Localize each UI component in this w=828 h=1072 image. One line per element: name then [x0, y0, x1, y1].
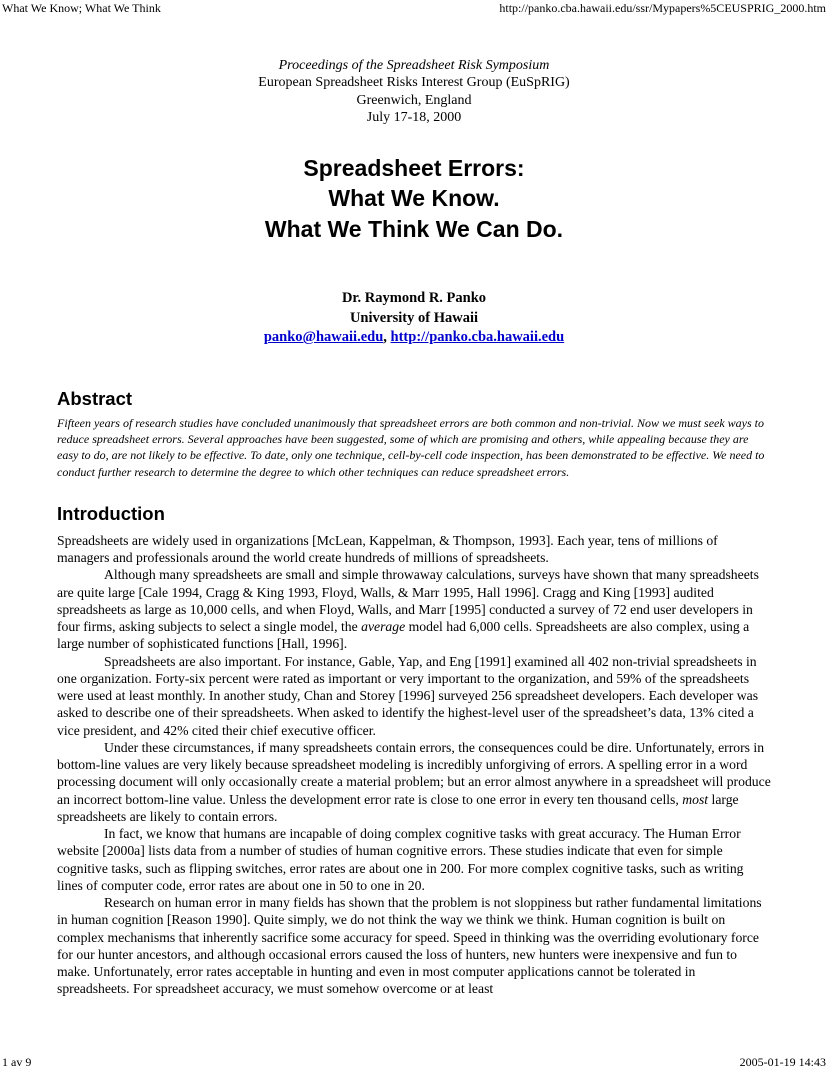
paragraph-2-text-b: model had 6,000 cells. Spreadsheets are also complex, using a large number of sophisticated functions [Hall, 1996].: [57, 619, 750, 652]
author-block: [57, 289, 771, 348]
paragraph-1: Spreadsheets are widely used in organizations [McLean, Kappelman, & Thompson, 1993]. Each year, tens of millions of managers and professionals around the world create hundreds of millions of spreadsheets.: [57, 532, 718, 566]
paragraph-5: In fact, we know that humans are incapable of doing complex cognitive tasks with great accuracy. The Human Error website [2000a] lists data from a number of studies of human cognitive errors. These studies indicate that even for simple cognitive tasks, such as flipping switches, error rates are about one in 200. For more complex cognitive tasks, such as writing lines of computer code, error rates are about one in 50 to one in 20.: [57, 826, 744, 893]
paper-title-line-2: What We Know.: [328, 185, 500, 212]
author-link-separator: ,: [383, 329, 387, 346]
proceedings-dates: July 17-18, 2000: [366, 110, 462, 126]
paragraph-4: [57, 739, 771, 825]
paragraph-4-text-a: Under these circumstances, if many spreadsheets contain errors, the consequences could be dire. Unfortunately, errors in bottom-line values are very likely because spreadsheet modeling is incredibly unforgiving of errors. A spelling error in a word processing document will only occasionally create a material problem; but an error almost anywhere in a spreadsheet will produce an incorrect bottom-line value. Unless the development error rate is close to one error in every ten thousand cells,: [57, 739, 771, 807]
abstract-text: Fifteen years of research studies have concluded unanimously that spreadsheet errors are both common and non-trivial. Now we must seek ways to reduce spreadsheet errors. Several approaches have been suggested, some of which are promising and others, while appealing because they are easy to do, are not likely to be effective. To date, only one technique, cell-by-cell code inspection, has been demonstrated to be effective. We need to conduct further research to determine the degree to which other techniques can reduce spreadsheet errors.: [57, 415, 765, 479]
author-links: [57, 328, 771, 348]
author-website-link[interactable]: http://panko.cba.hawaii.edu: [390, 329, 565, 346]
document-content: [57, 57, 771, 998]
paper-title-line-3: What We Think We Can Do.: [264, 215, 564, 242]
paper-title-line-1: Spreadsheet Errors:: [303, 154, 525, 181]
proceedings-block: [57, 57, 771, 127]
proceedings-organization: European Spreadsheet Risks Interest Group (EuSpRIG): [258, 75, 570, 91]
proceedings-name: Proceedings of the Spreadsheet Risk Symposium: [278, 58, 550, 73]
paragraph-2: [57, 566, 771, 652]
paper-title: [57, 153, 771, 245]
browser-print-timestamp: 2005-01-19 14:43: [739, 1055, 826, 1069]
paragraph-3: Spreadsheets are also important. For instance, Gable, Yap, and Eng [1991] examined all 402 non-trivial spreadsheets in one organization. Forty-six percent were rated as important or very important to the organization, and 59% of the spreadsheets were used at least monthly. In another study, Chan and Storey [1996] surveyed 256 spreadsheet developers. Each developer was asked to describe one of their spreadsheets. When asked to identify the highest-level user of the spreadsheet’s data, 13% cited a vice president, and 42% cited their chief executive officer.: [57, 653, 759, 738]
author-name: Dr. Raymond R. Panko: [341, 290, 487, 307]
author-affiliation: University of Hawaii: [349, 309, 479, 326]
abstract-heading: Abstract: [57, 387, 133, 409]
paragraph-2-emphasis: average: [361, 619, 406, 635]
browser-page-title: What We Know; What We Think: [2, 1, 161, 15]
paragraph-2-text-a: Although many spreadsheets are small and simple throwaway calculations, surveys have shown that many spreadsheets are quite large [Cale 1994, Cragg & King 1993, Floyd, Walls, & Marr 1995, Hall 1996]. Cragg and King [1993] audited spreadsheets as large as 10,000 cells, and when Floyd, Walls, and Marr [1995] conducted a survey of 72 end user developers in four firms, asking subjects to select a single model, the: [57, 567, 759, 635]
paragraph-4-emphasis: most: [682, 791, 709, 807]
author-email-link[interactable]: panko@hawaii.edu: [263, 329, 384, 346]
browser-url: http://panko.cba.hawaii.edu/ssr/Mypapers%5CEUSPRIG_2000.htm: [499, 1, 826, 15]
introduction-body: [57, 532, 771, 998]
paragraph-6: Research on human error in many fields has shown that the problem is not sloppiness but rather fundamental limitations in human cognition [Reason 1990]. Quite simply, we do not think the way we think we think. Human cognition is built on complex mechanisms that inherently sacrifice some accuracy for speed. Speed in thinking was the overriding evolutionary force for our hunter ancestors, and although occasional errors caused the loss of hunters, new hunters were inexpensive and fun to make. Unfortunately, error rates acceptable in hunting and even in most computer applications cannot be tolerated in spreadsheets. For spreadsheet accuracy, we must somehow overcome or at least: [57, 895, 762, 997]
browser-page-number: 1 av 9: [2, 1055, 32, 1069]
paragraph-4-text-b: large spreadsheets are likely to contain errors.: [57, 791, 739, 824]
proceedings-location: Greenwich, England: [356, 92, 472, 108]
introduction-heading: Introduction: [57, 502, 165, 524]
